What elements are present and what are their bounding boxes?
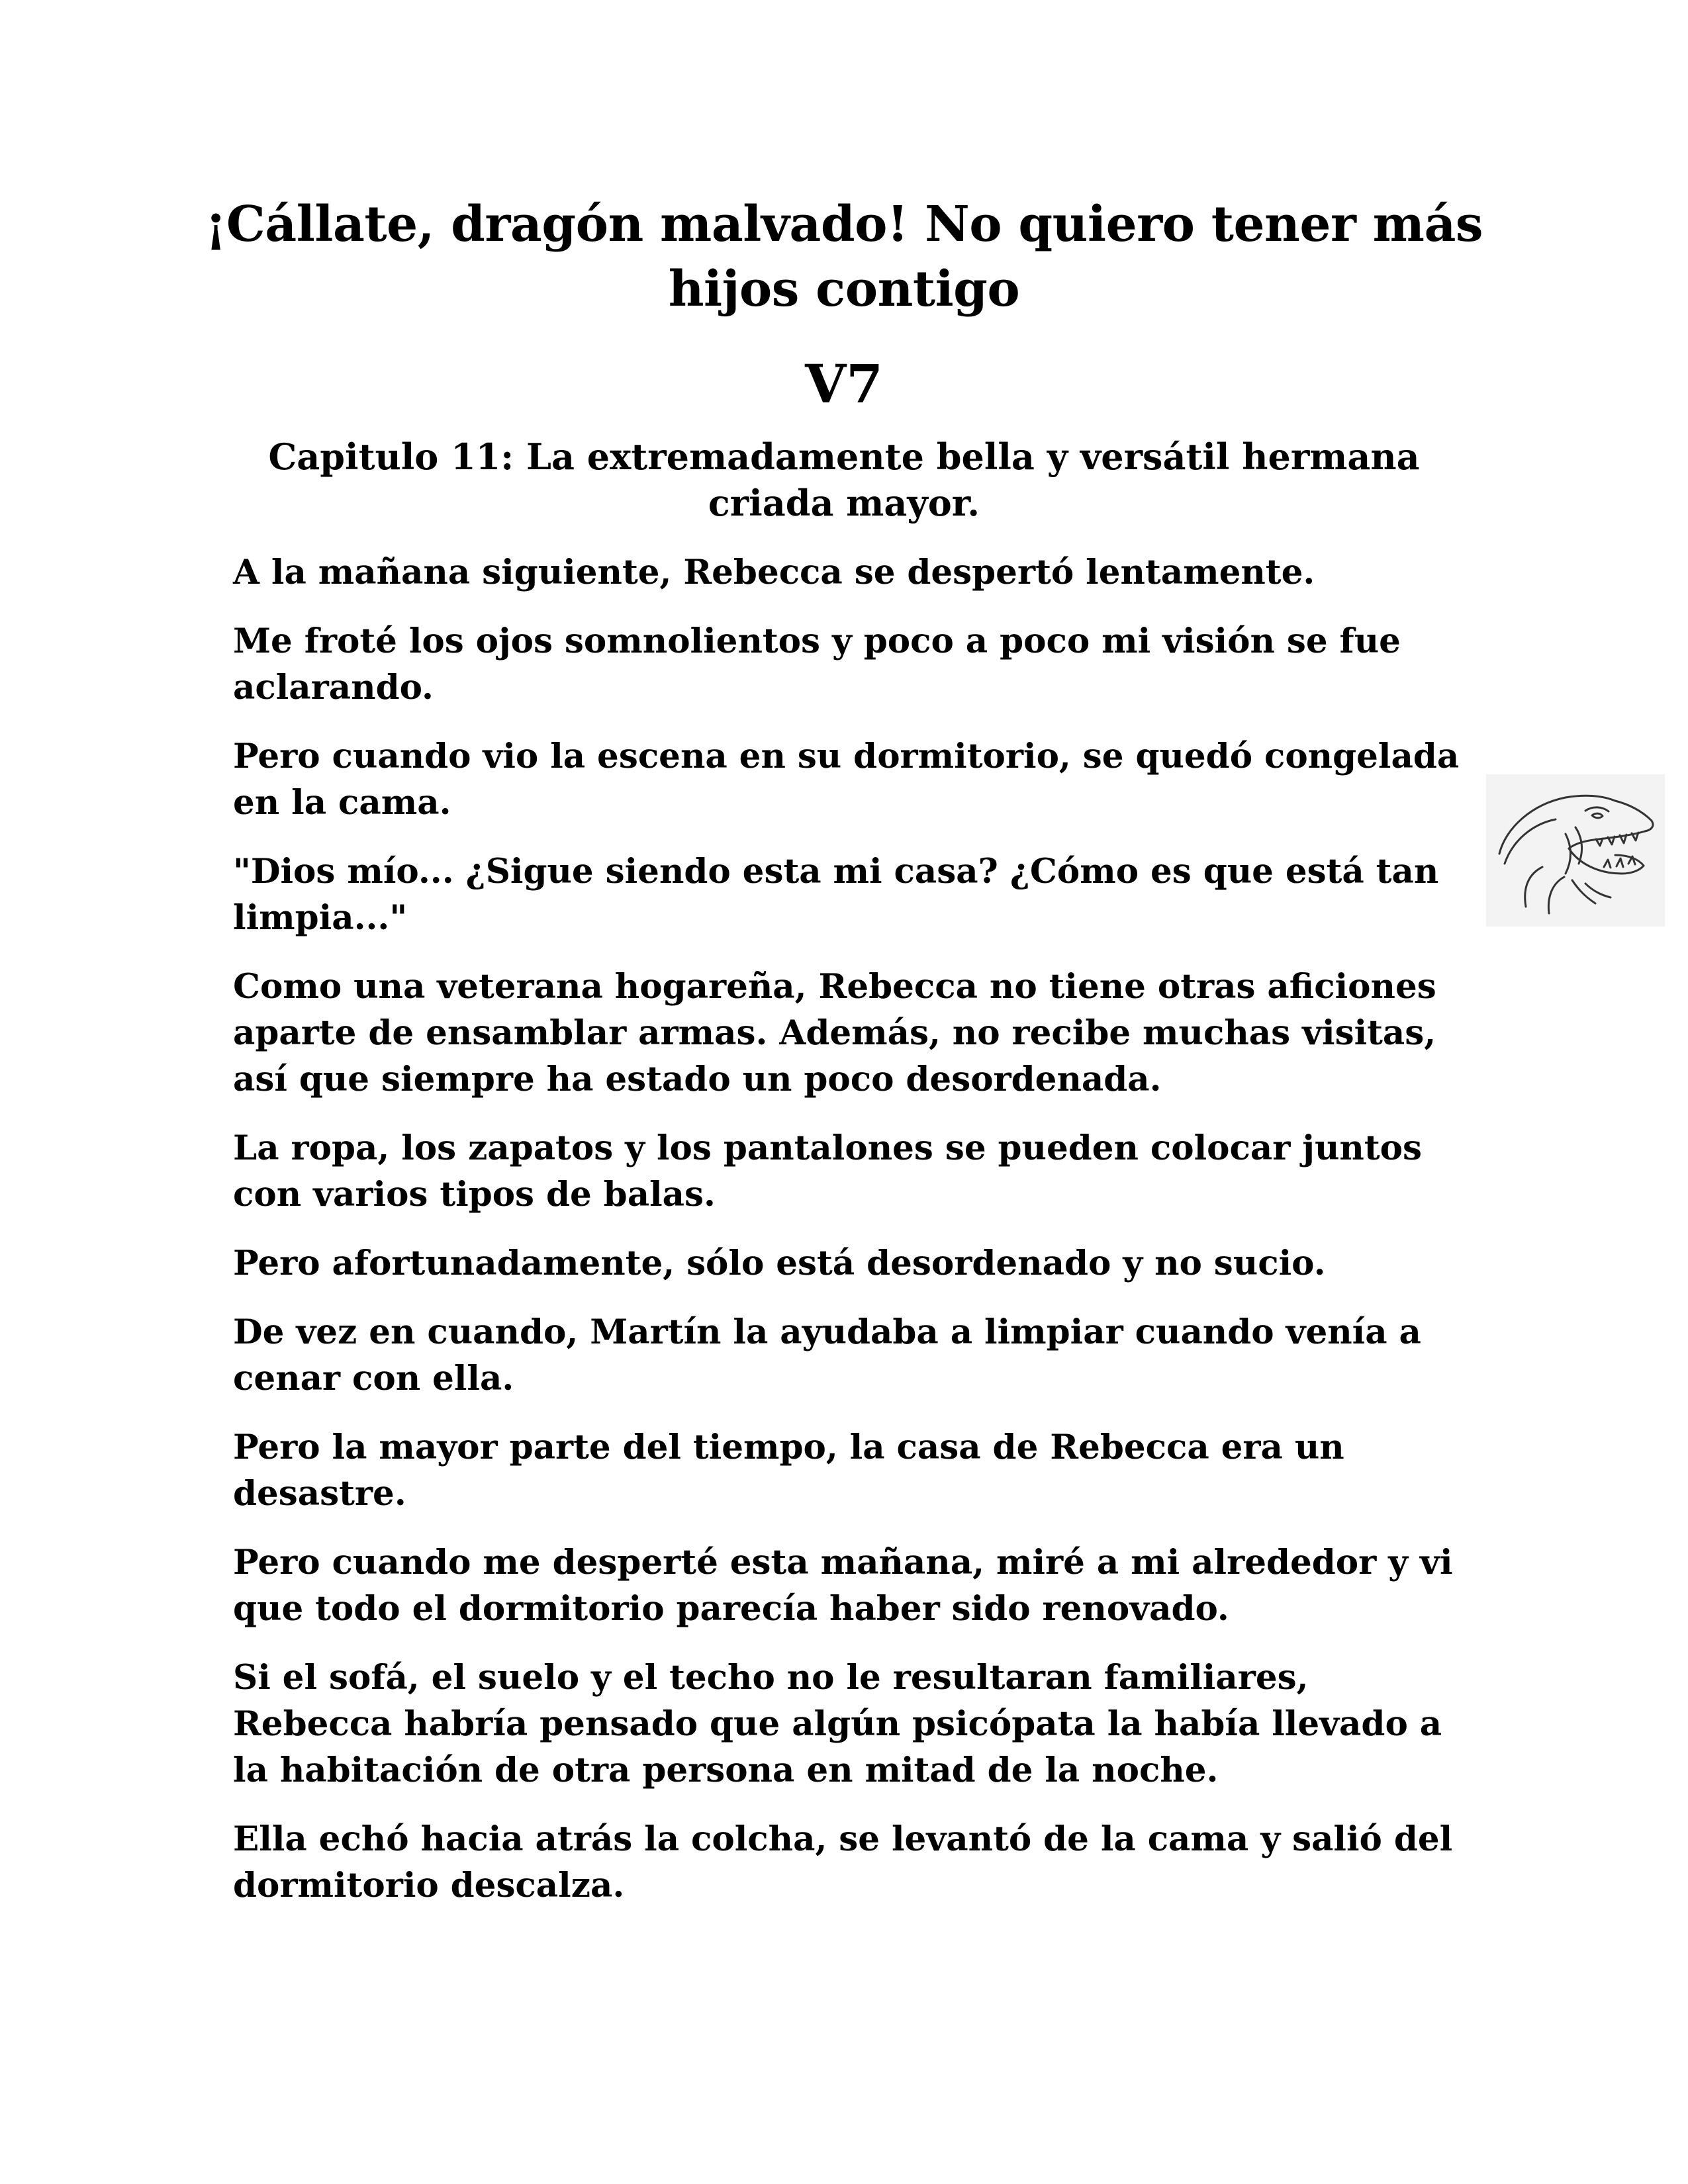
chapter-body bbox=[233, 549, 1464, 1931]
paragraph: Como una veterana hogareña, Rebecca no tiene otras aficiones aparte de ensamblar armas. Además, no recibe muchas visitas, así que siempre ha estado un poco desordenada. bbox=[233, 967, 1436, 1099]
document-title: ¡Cállate, dragón malvado! No quiero tener más hijos contigo bbox=[205, 196, 1483, 318]
volume-label: V7 bbox=[805, 353, 883, 415]
paragraph: Pero afortunadamente, sólo está desordenado y no sucio. bbox=[233, 1244, 1326, 1283]
paragraph: "Dios mío... ¿Sigue siendo esta mi casa? ¿Cómo es que está tan limpia..." bbox=[233, 852, 1439, 938]
paragraph: Si el sofá, el suelo y el techo no le resultaran familiares, Rebecca habría pensado que algún psicópata la había llevado a la habitación de otra persona en mitad de la noche. bbox=[233, 1658, 1442, 1790]
dragon-head-icon bbox=[1486, 774, 1665, 927]
paragraph: Pero la mayor parte del tiempo, la casa de Rebecca era un desastre. bbox=[233, 1428, 1344, 1514]
paragraph: De vez en cuando, Martín la ayudaba a limpiar cuando venía a cenar con ella. bbox=[233, 1312, 1421, 1398]
paragraph: A la mañana siguiente, Rebecca se despertó lentamente. bbox=[233, 553, 1315, 592]
paragraph: La ropa, los zapatos y los pantalones se pueden colocar juntos con varios tipos de balas. bbox=[233, 1128, 1422, 1214]
paragraph: Pero cuando me desperté esta mañana, miré a mi alrededor y vi que todo el dormitorio parecía haber sido renovado. bbox=[233, 1543, 1453, 1629]
paragraph: Me froté los ojos somnolientos y poco a poco mi visión se fue aclarando. bbox=[233, 621, 1401, 707]
paragraph: Pero cuando vio la escena en su dormitorio, se quedó congelada en la cama. bbox=[233, 737, 1460, 823]
paragraph: Ella echó hacia atrás la colcha, se levantó de la cama y salió del dormitorio descalza. bbox=[233, 1819, 1453, 1905]
chapter-title: Capitulo 11: La extremadamente bella y versátil hermana criada mayor. bbox=[268, 435, 1420, 524]
